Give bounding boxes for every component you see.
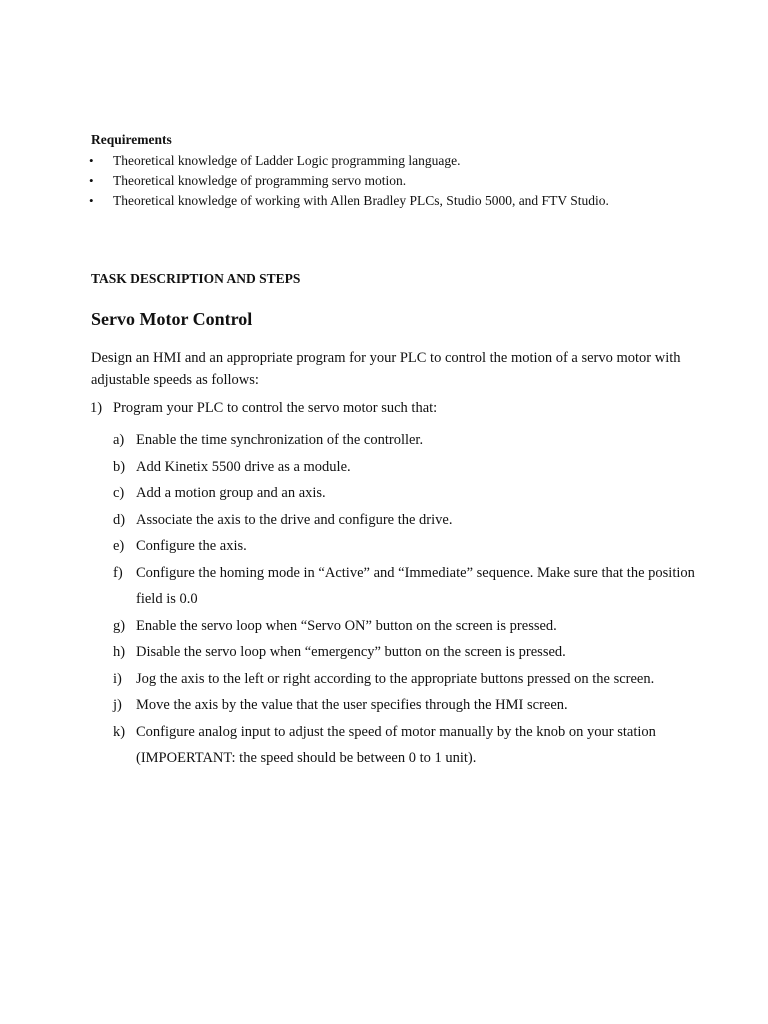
substep-label: h)	[113, 644, 126, 660]
step-text: Program your PLC to control the servo motor such that:	[113, 400, 438, 416]
requirements-list	[0, 151, 768, 211]
substep-item	[0, 454, 768, 481]
substep-text: Configure the homing mode in “Active” and “Immediate” sequence. Make sure that the position field is 0.0	[136, 564, 695, 607]
substep-text: Enable the time synchronization of the controller.	[136, 432, 424, 448]
substep-item	[0, 560, 768, 613]
substep-item	[0, 639, 768, 666]
substep-text: Disable the servo loop when “emergency” button on the screen is pressed.	[136, 644, 566, 660]
substep-label: d)	[113, 511, 126, 528]
substep-text: Add Kinetix 5500 drive as a module.	[136, 458, 351, 475]
bullet-icon: •	[89, 173, 94, 188]
substep-label: j)	[113, 697, 122, 713]
bullet-icon: •	[89, 193, 94, 208]
substep-text: Add a motion group and an axis.	[136, 485, 326, 501]
substep-item	[0, 507, 768, 534]
requirement-text: Theoretical knowledge of programming servo motion.	[113, 173, 407, 188]
requirement-item	[0, 171, 768, 191]
substep-label: k)	[113, 723, 126, 740]
substep-label: g)	[113, 617, 126, 634]
substep-text: Jog the axis to the left or right according to the appropriate buttons pressed on the screen.	[136, 670, 655, 687]
substep-item	[0, 719, 768, 772]
substep-item	[0, 480, 768, 507]
substep-item	[0, 613, 768, 640]
section-title: Servo Motor Control	[91, 309, 253, 329]
substep-label: c)	[113, 485, 125, 501]
requirements-heading: Requirements	[91, 132, 172, 147]
substep-label: f)	[113, 564, 123, 581]
substep-label: a)	[113, 432, 125, 448]
substep-label: b)	[113, 458, 126, 475]
step-number: 1)	[90, 400, 103, 416]
requirement-item	[0, 151, 768, 171]
substep-list	[0, 427, 768, 772]
requirement-text: Theoretical knowledge of Ladder Logic programming language.	[113, 153, 461, 168]
substep-text: Move the axis by the value that the user specifies through the HMI screen.	[136, 697, 568, 713]
substep-label: i)	[113, 670, 122, 687]
substep-text: Configure analog input to adjust the speed of motor manually by the knob on your station (IMPOERTANT: the speed should be between 0 to 1 unit).	[136, 723, 656, 766]
substep-item	[0, 533, 768, 560]
substep-text: Enable the servo loop when “Servo ON” button on the screen is pressed.	[136, 617, 557, 634]
substep-text: Associate the axis to the drive and configure the drive.	[136, 511, 453, 528]
requirement-text: Theoretical knowledge of working with Allen Bradley PLCs, Studio 5000, and FTV Studio.	[113, 193, 609, 208]
substep-label: e)	[113, 538, 125, 554]
substep-item	[0, 427, 768, 454]
substep-item	[0, 666, 768, 693]
substep-item	[0, 692, 768, 719]
requirement-item	[0, 191, 768, 211]
task-heading: TASK DESCRIPTION AND STEPS	[91, 271, 301, 286]
intro-paragraph: Design an HMI and an appropriate program for your PLC to control the motion of a servo motor with adjustable speeds as follows:	[91, 350, 681, 388]
bullet-icon: •	[89, 153, 94, 168]
substep-text: Configure the axis.	[136, 538, 247, 554]
